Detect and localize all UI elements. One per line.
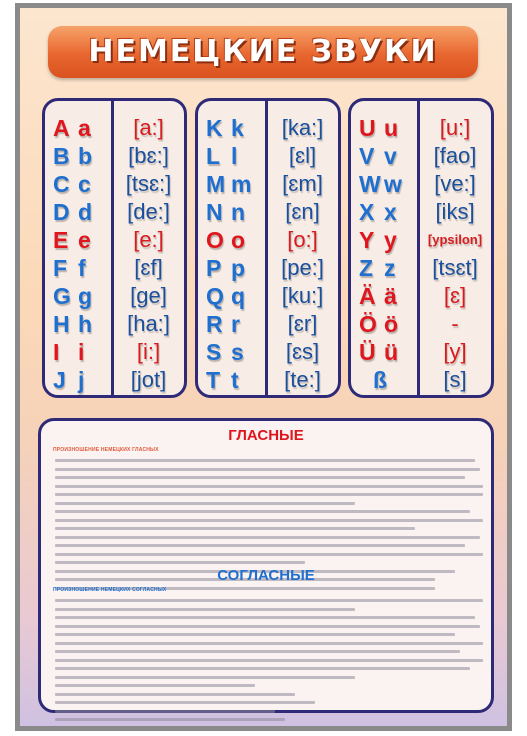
lowercase-letter: e (78, 227, 91, 253)
fine-print-line (55, 616, 475, 619)
lowercase-letter: l (231, 143, 238, 169)
uppercase-letter: I (53, 339, 60, 365)
lowercase-letter: c (78, 171, 91, 197)
uppercase-letter: P (206, 255, 222, 281)
lowercase-letter: h (78, 311, 93, 337)
uppercase-letter: K (206, 115, 223, 141)
lowercase-letter: p (231, 255, 246, 281)
fine-print-line (55, 536, 480, 539)
transcription: [ɛl] (288, 143, 317, 168)
transcription: [ypsilon] (427, 232, 483, 247)
letter-row (351, 169, 491, 199)
fine-print-line (55, 608, 355, 611)
fine-print-line (55, 633, 455, 636)
transcription: [jot] (130, 367, 167, 392)
transcription: [o:] (287, 227, 318, 252)
transcription: [a:] (133, 115, 164, 140)
poster-frame (15, 3, 512, 731)
letter-row (198, 253, 338, 283)
transcription: [ɛm] (282, 171, 323, 196)
letter-row (45, 309, 184, 339)
lowercase-letter: k (231, 115, 244, 141)
letter-row (198, 309, 338, 339)
letter-row (198, 141, 338, 171)
letter-row (351, 281, 491, 311)
uppercase-letter: Ö (359, 311, 377, 337)
alphabet-panel-1 (42, 98, 187, 398)
transcription: [te:] (284, 367, 321, 392)
uppercase-letter: L (206, 143, 221, 169)
transcription: [i:] (136, 339, 161, 364)
uppercase-letter: S (206, 339, 222, 365)
transcription: [ɛf] (134, 255, 163, 280)
fine-print-line (55, 718, 285, 721)
uppercase-letter: D (53, 199, 70, 225)
alphabet-panel-2 (195, 98, 341, 398)
uppercase-letter: F (53, 255, 68, 281)
fine-print-line (55, 561, 305, 564)
transcription: [u:] (439, 115, 471, 140)
fine-print-line (55, 519, 483, 522)
lowercase-letter: ß (373, 367, 388, 393)
uppercase-letter: C (53, 171, 70, 197)
letter-row (45, 169, 184, 199)
transcription: [s] (443, 367, 467, 392)
fine-print-line (55, 642, 483, 645)
uppercase-letter: Y (359, 227, 375, 253)
uppercase-letter: B (53, 143, 70, 169)
fine-print-line (55, 710, 275, 713)
uppercase-letter: A (53, 115, 70, 141)
uppercase-letter: N (206, 199, 223, 225)
transcription: [de:] (127, 199, 170, 224)
letter-row (351, 197, 491, 227)
letter-row (351, 309, 491, 339)
transcription: [tsɛt] (432, 255, 478, 280)
lowercase-letter: v (384, 143, 397, 169)
uppercase-letter: M (206, 171, 226, 197)
fine-print-line (55, 527, 415, 530)
transcription: [ve:] (434, 171, 476, 196)
uppercase-letter: H (53, 311, 70, 337)
consonants-subheading: ПРОИЗНОШЕНИЕ НЕМЕЦКИХ СОГЛАСНЫХ (53, 587, 167, 593)
letter-row (198, 113, 338, 143)
lowercase-letter: d (78, 199, 93, 225)
letter-row (198, 169, 338, 199)
lowercase-letter: ö (384, 311, 399, 337)
uppercase-letter: E (53, 227, 69, 253)
letter-row (351, 141, 491, 171)
transcription: [ha:] (127, 311, 170, 336)
lowercase-letter: a (78, 115, 91, 141)
fine-print-line (55, 476, 465, 479)
transcription: [ɛn] (285, 199, 320, 224)
uppercase-letter: W (359, 171, 381, 197)
transcription: [iks] (435, 199, 475, 224)
lowercase-letter: b (78, 143, 93, 169)
uppercase-letter: T (206, 367, 221, 393)
letter-row (198, 197, 338, 227)
transcription: [e:] (133, 227, 164, 252)
letter-row (198, 337, 338, 367)
letter-row (351, 113, 491, 143)
letter-row (351, 365, 491, 395)
letter-row (351, 337, 491, 367)
transcription: [ku:] (281, 283, 324, 308)
lowercase-letter: i (78, 339, 85, 365)
pronunciation-notes (38, 418, 494, 713)
letter-row (45, 225, 184, 255)
fine-print-line (55, 599, 483, 602)
fine-print-line (55, 502, 355, 505)
fine-print-line (55, 510, 470, 513)
transcription: [fao] (433, 143, 477, 168)
fine-print-line (55, 544, 465, 547)
uppercase-letter: V (359, 143, 375, 169)
transcription: [ɛr] (287, 311, 318, 336)
letter-row (351, 225, 491, 255)
fine-print-line (55, 625, 480, 628)
letter-row (45, 337, 184, 367)
fine-print-line (55, 459, 475, 462)
letter-row (45, 253, 184, 283)
fine-print-line (55, 659, 483, 662)
poster-background (20, 8, 507, 726)
title-banner (48, 26, 478, 78)
consonants-heading: СОГЛАСНЫЕ (217, 567, 315, 584)
lowercase-letter: f (78, 255, 86, 281)
uppercase-letter: X (359, 199, 375, 225)
lowercase-letter: s (231, 339, 244, 365)
vowels-heading: ГЛАСНЫЕ (228, 427, 304, 444)
letter-row (198, 365, 338, 395)
uppercase-letter: G (53, 283, 71, 309)
lowercase-letter: m (231, 171, 252, 197)
uppercase-letter: Q (206, 283, 224, 309)
fine-print-line (55, 485, 483, 488)
vowels-subheading: ПРОИЗНОШЕНИЕ НЕМЕЦКИХ ГЛАСНЫХ (53, 447, 159, 453)
uppercase-letter: Ä (359, 283, 376, 309)
letter-row (198, 225, 338, 255)
lowercase-letter: j (78, 367, 85, 393)
letter-row (351, 253, 491, 283)
transcription: [y] (443, 339, 467, 364)
lowercase-letter: z (384, 255, 396, 281)
letter-row (45, 113, 184, 143)
transcription: [ge] (130, 283, 167, 308)
transcription: [bɛ:] (128, 143, 169, 168)
lowercase-letter: u (384, 115, 399, 141)
letter-row (45, 365, 184, 395)
uppercase-letter: Ü (359, 339, 376, 365)
transcription: - (451, 311, 459, 336)
transcription: [tsɛ:] (125, 171, 172, 196)
uppercase-letter: J (53, 367, 66, 393)
lowercase-letter: t (231, 367, 239, 393)
lowercase-letter: ü (384, 339, 399, 365)
lowercase-letter: x (384, 199, 397, 225)
letter-row (45, 281, 184, 311)
uppercase-letter: Z (359, 255, 374, 281)
letter-row (45, 141, 184, 171)
fine-print-line (55, 701, 315, 704)
fine-print-line (55, 468, 480, 471)
fine-print-line (55, 650, 460, 653)
page-title: НЕМЕЦКИЕ ЗВУКИ (88, 34, 438, 69)
uppercase-letter: U (359, 115, 376, 141)
lowercase-letter: g (78, 283, 93, 309)
lowercase-letter: o (231, 227, 246, 253)
letter-row (198, 281, 338, 311)
uppercase-letter: R (206, 311, 223, 337)
lowercase-letter: n (231, 199, 246, 225)
lowercase-letter: q (231, 283, 246, 309)
lowercase-letter: w (384, 171, 402, 197)
lowercase-letter: r (231, 311, 240, 337)
transcription: [ɛs] (285, 339, 320, 364)
lowercase-letter: ä (384, 283, 397, 309)
fine-print-line (55, 667, 470, 670)
fine-print-line (55, 693, 295, 696)
transcription: [ɛ] (443, 283, 467, 308)
fine-print-line (55, 553, 483, 556)
letter-row (45, 197, 184, 227)
fine-print-line (55, 493, 483, 496)
transcription: [pe:] (281, 255, 324, 280)
lowercase-letter: y (384, 227, 397, 253)
fine-print-line (55, 684, 255, 687)
alphabet-panel-3 (348, 98, 494, 398)
transcription: [ka:] (281, 115, 324, 140)
fine-print-line (55, 676, 355, 679)
uppercase-letter: O (206, 227, 224, 253)
